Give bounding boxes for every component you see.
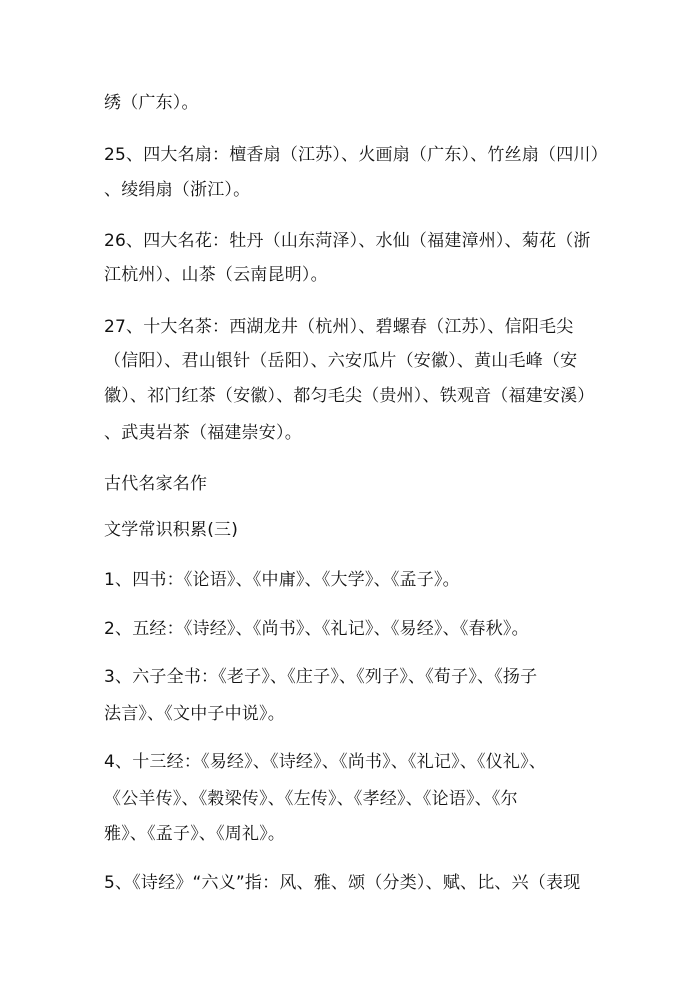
section-heading: 文学常识积累(三) (104, 520, 239, 540)
text-line: 27、十大名茶：西湖龙井（杭州）、碧螺春（江苏）、信阳毛尖 (104, 317, 574, 337)
text-line: 25、四大名扇：檀香扇（江苏）、火画扇（广东）、竹丝扇（四川） (104, 145, 608, 165)
text-line: 5、《诗经》“六义”指：风、雅、颂（分类）、赋、比、兴（表现 (104, 873, 581, 893)
text-line: 1、四书：《论语》、《中庸》、《大学》、《孟子》。 (104, 570, 460, 590)
text-line: 26、四大名花：牡丹（山东菏泽）、水仙（福建漳州）、菊花（浙 (104, 231, 591, 251)
text-line: 雅》、《孟子》、《周礼》。 (104, 824, 286, 844)
text-line: 绣（广东）。 (104, 93, 199, 113)
text-line: 法言》、《文中子中说》。 (104, 704, 285, 724)
text-line: 、武夷岩茶（福建崇安）。 (104, 423, 302, 443)
text-line: 《公羊传》、《穀梁传》、《左传》、《孝经》、《论语》、《尔 (104, 789, 518, 809)
section-heading: 古代名家名作 (104, 474, 208, 494)
text-line: 3、六子全书：《老子》、《庄子》、《列子》、《荀子》、《扬子 (104, 667, 538, 687)
text-line: （信阳）、君山银针（岳阳）、六安瓜片（安徽）、黄山毛峰（安 (104, 351, 578, 371)
text-line: 、绫绢扇（浙江）。 (104, 180, 251, 200)
text-line: 2、五经：《诗经》、《尚书》、《礼记》、《易经》、《春秋》。 (104, 619, 529, 639)
text-line: 4、十三经：《易经》、《诗经》、《尚书》、《礼记》、《仪礼》、 (104, 752, 547, 772)
text-line: 徽）、祁门红茶（安徽）、都匀毛尖（贵州）、铁观音（福建安溪） (104, 386, 595, 406)
text-line: 江杭州）、山茶（云南昆明）。 (104, 265, 328, 285)
